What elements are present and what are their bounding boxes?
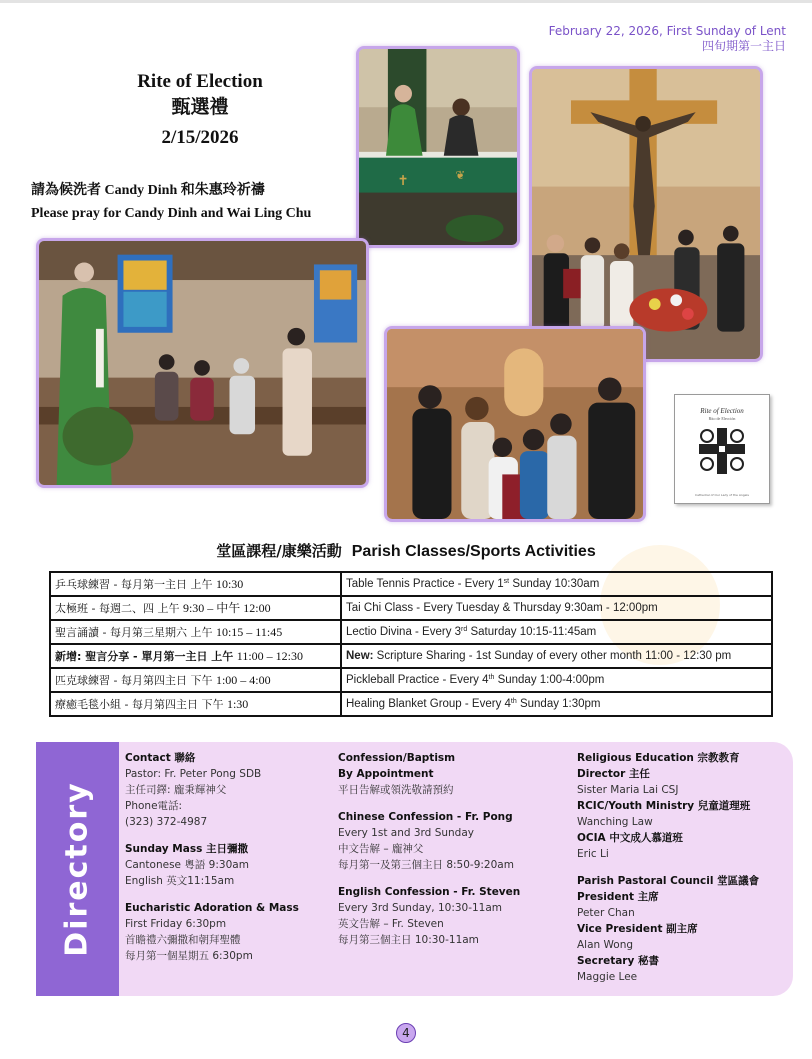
date-english: February 22, 2026, First Sunday of Lent (548, 24, 786, 38)
directory-label: Directory (59, 781, 95, 957)
spacer (125, 830, 325, 841)
directory-entry: Alan Wong (577, 939, 634, 951)
directory-column-confession (338, 750, 568, 948)
directory-entry: 每月第三個主日 10:30-11am (338, 934, 479, 946)
directory-entry: First Friday 6:30pm (125, 918, 227, 930)
svg-text:❦: ❦ (455, 167, 466, 183)
directory-column-ministries (577, 750, 792, 985)
directory-heading: OCIA 中文成人慕道班 (577, 832, 683, 844)
directory-heading: Chinese Confession - Fr. Pong (338, 811, 513, 823)
class-chinese: 乒乓球練習 - 每月第一主日 上午 10:30 (50, 572, 341, 596)
directory-entry: 英文告解 – Fr. Steven (338, 918, 444, 930)
directory-heading: President 主席 (577, 891, 659, 903)
prayer-request-chinese: 請為候洗者 Candy Dinh 和朱惠玲祈禱 (31, 183, 265, 198)
directory-entry: Every 1st and 3rd Sunday (338, 827, 474, 839)
class-english: Healing Blanket Group - Every 4th Sunday 1:30pm (341, 692, 772, 716)
classes-heading-english: Parish Classes/Sports Activities (351, 543, 596, 560)
directory-tab (36, 742, 119, 996)
classes-heading (0, 540, 812, 561)
directory-heading: RCIC/Youth Ministry 兒童道理班 (577, 800, 751, 812)
directory-entry: 平日告解或領洗敬請預約 (338, 784, 454, 796)
directory-entry: Sister Maria Lai CSJ (577, 784, 679, 796)
directory-entry: Peter Chan (577, 907, 635, 919)
directory-heading: Vice President 副主席 (577, 923, 698, 935)
directory-heading: Religious Education 宗教教育 (577, 752, 740, 764)
table-row (50, 620, 772, 644)
directory-heading: Sunday Mass 主日彌撒 (125, 843, 248, 855)
spacer (125, 889, 325, 900)
table-row (50, 668, 772, 692)
class-english: Tai Chi Class - Every Tuesday & Thursday 9:30am - 12:00pm (341, 596, 772, 620)
directory-entry: English 英文11:15am (125, 875, 235, 887)
directory-entry: 中文告解 – 龐神父 (338, 843, 424, 855)
directory-entry: Maggie Lee (577, 971, 638, 983)
rite-title-english: Rite of Election (137, 71, 263, 92)
table-row (50, 644, 772, 668)
directory-heading: Contact 聯絡 (125, 752, 196, 764)
directory-entry: Eric Li (577, 848, 609, 860)
directory-entry: Pastor: Fr. Peter Pong SDB (125, 768, 262, 780)
class-english: Pickleball Practice - Every 4th Sunday 1:00-4:00pm (341, 668, 772, 692)
class-chinese: 聖言誦讀 - 每月第三星期六 上午 10:15 – 11:45 (50, 620, 341, 644)
booklet-subtitle: Rito de Elección (708, 416, 736, 421)
booklet-cross-emblem (697, 428, 747, 474)
directory-heading: Secretary 秘書 (577, 955, 659, 967)
date-chinese: 四旬期第一主日 (701, 39, 786, 53)
booklet-title: Rite of Election (700, 407, 744, 415)
prayer-request-english: Please pray for Candy Dinh and Wai Ling Chu (31, 206, 312, 221)
photo-family-group (384, 326, 646, 522)
svg-text:✝: ✝ (397, 172, 409, 189)
class-english: Lectio Divina - Every 3rd Saturday 10:15-11:45am (341, 620, 772, 644)
table-row (50, 596, 772, 620)
rite-booklet-cover (674, 394, 770, 504)
booklet-footer: Cathedral of Our Lady of the Angels (695, 493, 749, 497)
photo-mass-congregation (36, 238, 369, 488)
bulletin-date (549, 24, 786, 54)
directory-entry: (323) 372-4987 (125, 816, 208, 828)
spacer (577, 862, 792, 873)
directory-column-contact (125, 750, 325, 964)
directory-entry: 每月第一個星期五 6:30pm (125, 950, 253, 962)
table-row (50, 692, 772, 716)
rite-title-chinese: 甄選禮 (171, 97, 229, 118)
directory-panel (36, 742, 793, 996)
directory-entry: Every 3rd Sunday, 10:30-11am (338, 902, 503, 914)
directory-heading: By Appointment (338, 768, 434, 780)
directory-heading: Parish Pastoral Council 堂區議會 (577, 875, 760, 887)
directory-heading: English Confession - Fr. Steven (338, 886, 521, 898)
directory-entry: 每月第一及第三個主日 8:50-9:20am (338, 859, 514, 871)
directory-entry: Cantonese 粵語 9:30am (125, 859, 249, 871)
spacer (338, 798, 568, 809)
directory-heading: Confession/Baptism (338, 752, 456, 764)
class-chinese: 太極班 - 每週二、四 上午 9:30 – 中午 12:00 (50, 596, 341, 620)
directory-heading: Eucharistic Adoration & Mass (125, 902, 299, 914)
page-number: 4 (396, 1023, 416, 1043)
classes-table (49, 571, 773, 717)
class-chinese: 療癒毛毯小組 - 每月第四主日 下午 1:30 (50, 692, 341, 716)
directory-entry: 首瞻禮六彌撒和朝拜聖體 (125, 934, 241, 946)
prayer-request (31, 179, 311, 225)
photo-crucifix-group (529, 66, 763, 362)
rite-of-election-heading (100, 70, 300, 153)
top-border (0, 0, 812, 3)
photo-altar-signing (356, 46, 520, 248)
directory-entry: Phone電話: (125, 800, 183, 812)
directory-entry: Wanching Law (577, 816, 653, 828)
classes-heading-chinese: 堂區課程/康樂活動 (216, 542, 342, 560)
class-english: Table Tennis Practice - Every 1st Sunday 10:30am (341, 572, 772, 596)
spacer (338, 873, 568, 884)
directory-entry: 主任司鐸: 龐秉輝神父 (125, 784, 227, 796)
directory-heading: Director 主任 (577, 768, 650, 780)
table-row (50, 572, 772, 596)
class-chinese: 新增: 聖言分享 - 單月第一主日 上午 11:00 – 12:30 (50, 644, 341, 668)
class-english: New: Scripture Sharing - 1st Sunday of every other month 11:00 - 12:30 pm (341, 644, 772, 668)
rite-date: 2/15/2026 (161, 127, 239, 148)
class-chinese: 匹克球練習 - 每月第四主日 下午 1:00 – 4:00 (50, 668, 341, 692)
